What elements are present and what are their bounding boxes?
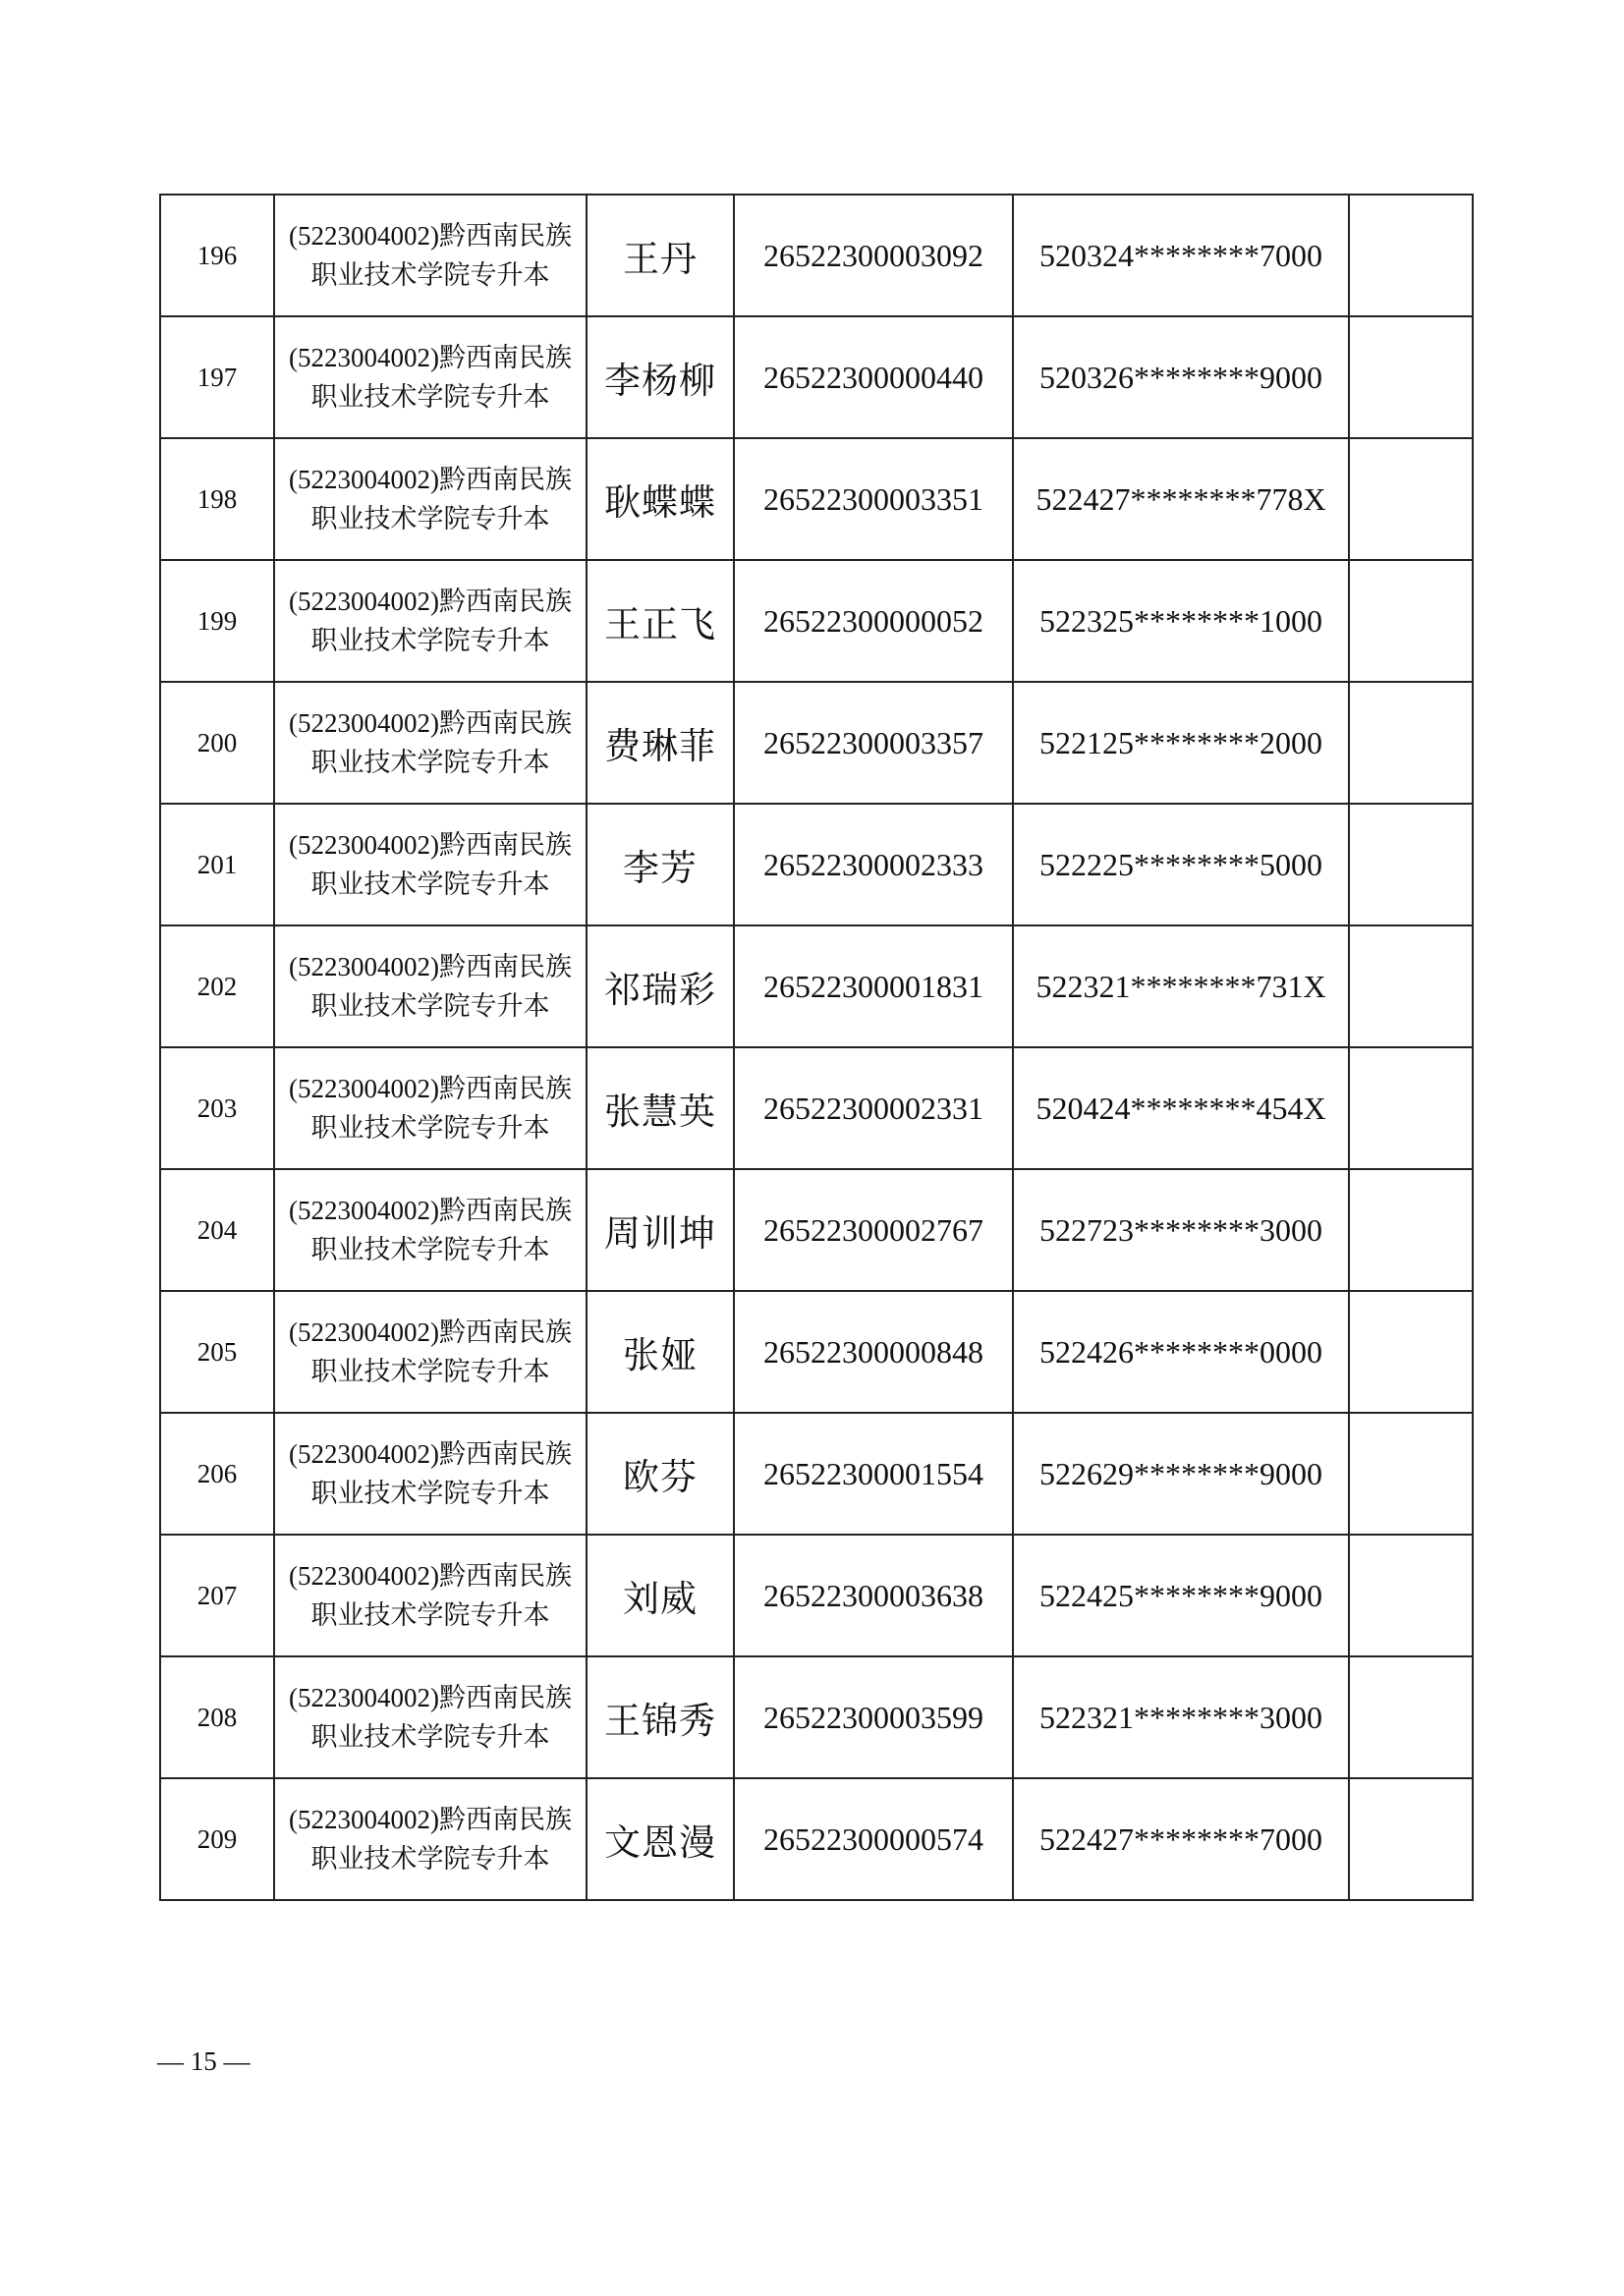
row-note <box>1349 438 1473 560</box>
major-line-1: (5223004002)黔西南民族 <box>289 1317 572 1347</box>
major-line-2: 职业技术学院专升本 <box>310 1357 550 1386</box>
row-exam-no: 26522300003351 <box>734 438 1013 560</box>
major-line-2: 职业技术学院专升本 <box>310 260 550 290</box>
row-id-no: 520324********7000 <box>1013 195 1349 316</box>
row-exam-no: 26522300003357 <box>734 682 1013 804</box>
major-line-1: (5223004002)黔西南民族 <box>289 1439 572 1469</box>
major-line-2: 职业技术学院专升本 <box>310 1844 550 1874</box>
row-exam-no: 26522300003638 <box>734 1535 1013 1656</box>
row-note <box>1349 1047 1473 1169</box>
major-line-2: 职业技术学院专升本 <box>310 1722 550 1752</box>
major-line-2: 职业技术学院专升本 <box>310 991 550 1021</box>
row-seq: 204 <box>160 1169 274 1291</box>
table-row <box>160 1656 1473 1778</box>
major-line-1: (5223004002)黔西南民族 <box>289 343 572 372</box>
major-line-1: (5223004002)黔西南民族 <box>289 1196 572 1225</box>
table-row <box>160 195 1473 316</box>
row-note <box>1349 804 1473 925</box>
row-note <box>1349 1169 1473 1291</box>
major-line-1: (5223004002)黔西南民族 <box>289 1805 572 1834</box>
table-row <box>160 1169 1473 1291</box>
row-major <box>274 560 587 682</box>
row-seq: 202 <box>160 925 274 1047</box>
major-line-1: (5223004002)黔西南民族 <box>289 1561 572 1591</box>
row-exam-no: 26522300000574 <box>734 1778 1013 1900</box>
row-seq: 200 <box>160 682 274 804</box>
table-row <box>160 1413 1473 1535</box>
major-line-2: 职业技术学院专升本 <box>310 1235 550 1264</box>
major-line-1: (5223004002)黔西南民族 <box>289 465 572 494</box>
row-name: 王丹 <box>587 195 734 316</box>
row-exam-no: 26522300003092 <box>734 195 1013 316</box>
row-name: 刘威 <box>587 1535 734 1656</box>
row-name: 欧芬 <box>587 1413 734 1535</box>
row-seq: 197 <box>160 316 274 438</box>
table-row <box>160 1535 1473 1656</box>
major-line-1: (5223004002)黔西南民族 <box>289 1074 572 1103</box>
row-name: 周训坤 <box>587 1169 734 1291</box>
row-note <box>1349 1535 1473 1656</box>
row-major <box>274 1413 587 1535</box>
row-exam-no: 26522300001554 <box>734 1413 1013 1535</box>
row-name: 王正飞 <box>587 560 734 682</box>
major-line-2: 职业技术学院专升本 <box>310 1113 550 1143</box>
major-line-1: (5223004002)黔西南民族 <box>289 221 572 251</box>
table-row <box>160 925 1473 1047</box>
row-seq: 206 <box>160 1413 274 1535</box>
row-major <box>274 195 587 316</box>
row-id-no: 522427********7000 <box>1013 1778 1349 1900</box>
row-exam-no: 26522300001831 <box>734 925 1013 1047</box>
row-exam-no: 26522300000052 <box>734 560 1013 682</box>
row-id-no: 522723********3000 <box>1013 1169 1349 1291</box>
row-major <box>274 1047 587 1169</box>
row-major <box>274 1291 587 1413</box>
row-id-no: 520326********9000 <box>1013 316 1349 438</box>
row-note <box>1349 1291 1473 1413</box>
table-row <box>160 560 1473 682</box>
row-name: 张娅 <box>587 1291 734 1413</box>
row-seq: 198 <box>160 438 274 560</box>
row-name: 祁瑞彩 <box>587 925 734 1047</box>
row-note <box>1349 925 1473 1047</box>
row-name: 李芳 <box>587 804 734 925</box>
row-major <box>274 1535 587 1656</box>
table-row <box>160 1778 1473 1900</box>
row-major <box>274 316 587 438</box>
major-line-2: 职业技术学院专升本 <box>310 869 550 899</box>
row-note <box>1349 1656 1473 1778</box>
row-major <box>274 1169 587 1291</box>
major-line-1: (5223004002)黔西南民族 <box>289 708 572 738</box>
row-major <box>274 438 587 560</box>
row-major <box>274 1778 587 1900</box>
row-id-no: 520424********454X <box>1013 1047 1349 1169</box>
row-seq: 201 <box>160 804 274 925</box>
row-note <box>1349 195 1473 316</box>
row-id-no: 522321********3000 <box>1013 1656 1349 1778</box>
row-note <box>1349 316 1473 438</box>
row-name: 王锦秀 <box>587 1656 734 1778</box>
major-line-2: 职业技术学院专升本 <box>310 1600 550 1630</box>
major-line-2: 职业技术学院专升本 <box>310 382 550 412</box>
row-name: 张慧英 <box>587 1047 734 1169</box>
row-name: 耿蝶蝶 <box>587 438 734 560</box>
row-seq: 207 <box>160 1535 274 1656</box>
major-line-1: (5223004002)黔西南民族 <box>289 952 572 981</box>
row-id-no: 522427********778X <box>1013 438 1349 560</box>
row-exam-no: 26522300002331 <box>734 1047 1013 1169</box>
row-id-no: 522325********1000 <box>1013 560 1349 682</box>
row-note <box>1349 560 1473 682</box>
table-row <box>160 804 1473 925</box>
row-exam-no: 26522300002767 <box>734 1169 1013 1291</box>
major-line-1: (5223004002)黔西南民族 <box>289 1683 572 1712</box>
row-name: 李杨柳 <box>587 316 734 438</box>
major-line-1: (5223004002)黔西南民族 <box>289 830 572 860</box>
roster-table <box>159 194 1474 1901</box>
major-line-2: 职业技术学院专升本 <box>310 504 550 533</box>
row-id-no: 522425********9000 <box>1013 1535 1349 1656</box>
row-seq: 196 <box>160 195 274 316</box>
major-line-2: 职业技术学院专升本 <box>310 1479 550 1508</box>
row-major <box>274 925 587 1047</box>
table-row <box>160 316 1473 438</box>
row-seq: 199 <box>160 560 274 682</box>
row-exam-no: 26522300003599 <box>734 1656 1013 1778</box>
major-line-1: (5223004002)黔西南民族 <box>289 587 572 616</box>
table-row <box>160 438 1473 560</box>
row-seq: 208 <box>160 1656 274 1778</box>
row-id-no: 522321********731X <box>1013 925 1349 1047</box>
row-id-no: 522629********9000 <box>1013 1413 1349 1535</box>
row-name: 费琳菲 <box>587 682 734 804</box>
row-major <box>274 1656 587 1778</box>
row-exam-no: 26522300002333 <box>734 804 1013 925</box>
row-note <box>1349 682 1473 804</box>
page-number: — 15 — <box>157 2046 251 2076</box>
table-row <box>160 1047 1473 1169</box>
roster-table-body <box>160 195 1473 1900</box>
row-exam-no: 26522300000440 <box>734 316 1013 438</box>
row-name: 文恩漫 <box>587 1778 734 1900</box>
row-major <box>274 682 587 804</box>
row-id-no: 522225********5000 <box>1013 804 1349 925</box>
row-note <box>1349 1413 1473 1535</box>
row-id-no: 522426********0000 <box>1013 1291 1349 1413</box>
row-seq: 209 <box>160 1778 274 1900</box>
row-note <box>1349 1778 1473 1900</box>
row-exam-no: 26522300000848 <box>734 1291 1013 1413</box>
table-row <box>160 1291 1473 1413</box>
major-line-2: 职业技术学院专升本 <box>310 748 550 777</box>
row-id-no: 522125********2000 <box>1013 682 1349 804</box>
row-major <box>274 804 587 925</box>
major-line-2: 职业技术学院专升本 <box>310 626 550 655</box>
table-row <box>160 682 1473 804</box>
row-seq: 205 <box>160 1291 274 1413</box>
row-seq: 203 <box>160 1047 274 1169</box>
